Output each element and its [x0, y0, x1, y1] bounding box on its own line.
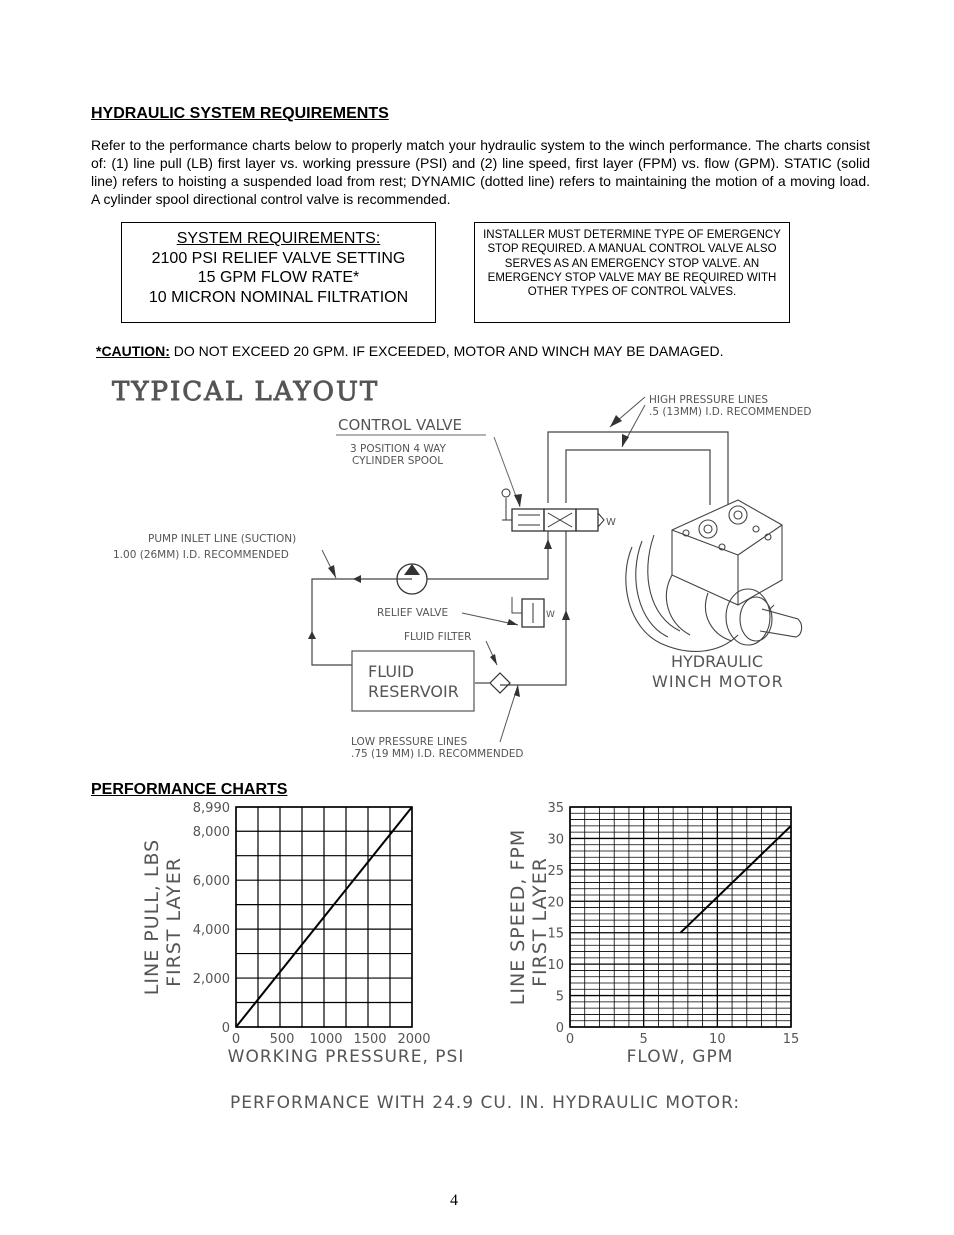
performance-footer: PERFORMANCE WITH 24.9 CU. IN. HYDRAULIC MOTOR: [230, 1093, 741, 1113]
pump-inlet-label-1: PUMP INLET LINE (SUCTION) [148, 533, 297, 545]
low-pressure-label-1: LOW PRESSURE LINES [351, 736, 468, 748]
plot-frame [570, 807, 791, 1027]
x-tick-label: 1000 [309, 1032, 343, 1047]
high-pressure-label-2: .5 (13MM) I.D. RECOMMENDED [649, 406, 812, 418]
y-tick-label: 25 [547, 863, 564, 879]
pump-inlet-label-2: 1.00 (26MM) I.D. RECOMMENDED [113, 549, 289, 561]
requirement-line: 2100 PSI RELIEF VALVE SETTING [151, 249, 406, 267]
y-tick-label: 30 [547, 832, 564, 848]
high-pressure-label-1: HIGH PRESSURE LINES [649, 394, 769, 406]
series-line-static [681, 826, 792, 933]
caution-text: DO NOT EXCEED 20 GPM. IF EXCEEDED, MOTOR AND WINCH MAY BE DAMAGED. [169, 343, 724, 359]
y-tick-label: 0 [555, 1021, 564, 1036]
reservoir-label-1: FLUID [368, 662, 415, 681]
reservoir-label-2: RESERVOIR [368, 682, 459, 701]
svg-text:W: W [606, 517, 616, 528]
y-tick-label: 2,000 [192, 972, 230, 988]
typical-layout-diagram [0, 365, 954, 775]
caution-note [96, 343, 724, 359]
x-tick-label: 5 [639, 1032, 648, 1047]
x-tick-label: 500 [269, 1032, 295, 1047]
system-requirements-box [121, 222, 436, 323]
x-tick-label: 0 [565, 1032, 575, 1047]
hydraulic-paragraph: Refer to the performance charts below to properly match your hydraulic system to the winch performance. The charts consist of: (1) line pull (LB) first layer vs. working pressure (PSI) and (2) line speed, first layer (FPM) vs. flow (GPM). STATIC (solid line) refers to hoisting a suspended load from rest; DYNAMIC (dotted line) refers to maintaining the motion of a moving load. A cylinder spool directional control valve is recommended. [91, 137, 870, 207]
y-tick-label: 5 [555, 989, 564, 1005]
y-axis-label: LINE PULL, LBS [141, 838, 163, 996]
x-tick-label: 15 [782, 1032, 800, 1047]
motor-label-1: HYDRAULIC [671, 652, 764, 671]
winch-motor-drawing [626, 500, 802, 651]
y-axis-label-2: FIRST LAYER [163, 857, 185, 987]
control-valve-label: CONTROL VALVE [338, 416, 463, 434]
y-tick-label: 8,000 [192, 825, 230, 841]
y-tick-label: 15 [547, 926, 564, 942]
low-pressure-label-2: .75 (19 MM) I.D. RECOMMENDED [351, 748, 524, 760]
relief-valve-label: RELIEF VALVE [377, 607, 449, 619]
x-tick-label: 0 [231, 1032, 241, 1047]
y-tick-label: 35 [547, 801, 564, 816]
y-tick-label: 6,000 [192, 874, 230, 890]
installer-note-text: INSTALLER MUST DETERMINE TYPE OF EMERGENCY STOP REQUIRED. A MANUAL CONTROL VALVE ALSO SERVES AS AN EMERGENCY STOP VALVE. AN EMERGENCY STOP VALVE MAY BE REQUIRED WITH OTHER TYPES OF CONTROL VALVES. [483, 229, 781, 299]
control-valve-sub1: 3 POSITION 4 WAY [350, 443, 446, 455]
line-speed-chart [507, 801, 799, 1067]
requirement-line: 10 MICRON NOMINAL FILTRATION [148, 288, 409, 306]
performance-charts [0, 795, 954, 1115]
y-axis-label: LINE SPEED, FPM [507, 828, 529, 1006]
hydraulic-heading: HYDRAULIC SYSTEM REQUIREMENTS [91, 105, 389, 122]
x-tick-label: 1500 [353, 1032, 387, 1047]
control-valve-sub2: CYLINDER SPOOL [352, 455, 444, 467]
y-tick-label: 10 [547, 958, 564, 974]
y-tick-label: 4,000 [192, 923, 230, 939]
layout-title: TYPICAL LAYOUT [112, 377, 380, 407]
svg-text:W: W [546, 610, 555, 620]
y-tick-label: 20 [547, 895, 564, 911]
caution-label: *CAUTION: [96, 343, 170, 359]
motor-label-2: WINCH MOTOR [652, 672, 784, 691]
x-tick-label: 10 [709, 1032, 726, 1047]
page-number: 4 [450, 1192, 458, 1209]
performance-heading: PERFORMANCE CHARTS [91, 781, 288, 798]
installer-note-box [474, 222, 790, 323]
line-pull-chart [141, 801, 464, 1067]
x-axis-label: FLOW, GPM [626, 1047, 734, 1067]
x-tick-label: 2000 [397, 1032, 431, 1047]
system-requirements-title: SYSTEM REQUIREMENTS: [176, 230, 381, 247]
y-tick-label: 0 [221, 1021, 230, 1036]
y-tick-label: 8,990 [192, 801, 230, 816]
fluid-filter-label: FLUID FILTER [404, 631, 472, 643]
requirement-line: 15 GPM FLOW RATE* [197, 269, 360, 286]
x-axis-label: WORKING PRESSURE, PSI [227, 1047, 465, 1067]
y-axis-label-2: FIRST LAYER [529, 857, 551, 987]
